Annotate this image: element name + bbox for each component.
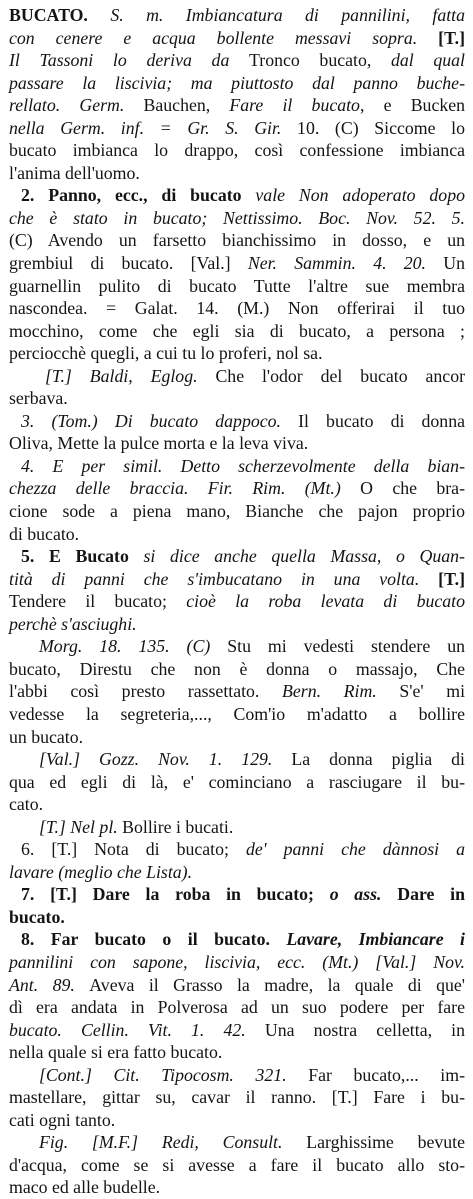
text-line: mastellare, gittar su, cavar il ranno. [T.] Fare i bu- [9,1087,465,1108]
text-line: Tendere il bucato; cioè la roba levata di bucato [9,591,465,612]
text-line: tità di panni che s'imbucatano in una volta. [T.] [9,568,465,589]
text-line: [T.] Baldi, Eglog. Che l'odor del bucato ancor [45,365,465,386]
text-line: rellato. Germ. Bauchen, Fare il bucato, e Bucken [9,95,466,116]
text-line: guarnellin pulito di bucato Tutte l'altre sue membra [9,275,465,296]
text-line: Ant. 89. Aveva il Grasso la madre, la quale di que' [9,974,465,995]
text-line: Oliva, Mette la pulce morta e la leva viva. [9,433,309,454]
text-line: bucato. [9,906,65,927]
text-line: maco ed alle budelle. [9,1177,161,1198]
text-line: [T.] Nel pl. Bollire i bucati. [39,816,234,837]
text-line: nella Germ. inf. = Gr. S. Gir. 10. (C) Siccome lo [9,117,465,138]
text-line: perciocchè quegli, a cui tu lo proferi, nol sa. [9,343,323,364]
text-line: qua ed egli di là, e' cominciano a rasciugare il bu- [9,771,465,792]
text-line: 7. [T.] Dare la roba in bucato; o ass. Dare in [21,884,465,905]
text-line: Fig. [M.F.] Redi, Consult. Larghissime bevute [39,1132,466,1153]
text-line: bucato. Cellin. Vit. 1. 42. Una nostra celletta, in [9,1019,465,1040]
text-line: lavare (meglio che Lista). [9,861,193,882]
text-line: [Cont.] Cit. Tipocosm. 321. Far bucato,... im- [39,1064,465,1085]
text-line: dì era andata in Polverosa ad un suo podere per fare [9,997,465,1018]
text-line: di bucato. [9,523,80,544]
text-line: serbava. [9,388,68,409]
text-line: che è stato in bucato; Nettissimo. Boc. Nov. 52. 5. [9,207,465,228]
text-line: chezza delle braccia. Fir. Rim. (Mt.) O che bra- [9,478,465,499]
text-line: 4. E per simil. Detto scherzevolmente della bian- [21,455,465,476]
text-line: mocchino, come che egli sia di bucato, a persona ; [9,320,465,341]
headword: BUCATO. [9,5,111,25]
text-line: vedesse la segreteria,..., Com'io m'adatto a bollire [9,703,465,724]
text-line: l'anima dell'uomo. [9,162,140,183]
text-line: un bucato. [9,726,84,747]
text-line: 5. E Bucato si dice anche quella Massa, o Quan- [21,546,465,567]
text-line: con cenere e acqua bollente messavi sopra. [T.] [9,27,465,48]
text-line: nascondea. = Galat. 14. (M.) Non offerirai il tuo [9,298,465,319]
text-line: passare la liscivia; ma piuttosto dal panno buche- [9,72,465,93]
text-line: [Val.] Gozz. Nov. 1. 129. La donna piglia di [39,749,465,770]
text-line: Il Tassoni lo deriva da Tronco bucato, dal qual [9,50,465,71]
text-line: bucato, Direstu che non è donna o massajo, Che [9,658,465,679]
text-line: BUCATO. S. m. Imbiancatura di pannilini, fatta [9,5,465,25]
text-line: pannilini con sapone, liscivia, ecc. (Mt.) [Val.] Nov. [9,951,465,972]
text-line: cato. [9,794,44,815]
text-line: bucato imbianca lo drappo, così confessione imbianca [9,140,465,161]
text-line: nella quale si era fatto bucato. [9,1042,223,1063]
text-line: cati ogni tanto. [9,1109,116,1130]
text-line: 8. Far bucato o il bucato. Lavare, Imbiancare i [21,929,465,950]
text-line: 3. (Tom.) Di bucato dappoco. Il bucato di donna [21,410,465,431]
text-line: l'abbi così presto rassettato. Bern. Rim. S'e' mi [9,681,466,702]
text-line: 6. [T.] Nota di bucato; de' panni che dànnosi a [21,839,466,860]
text-line: d'acqua, come se si avesse a fare il bucato allo sto- [9,1154,465,1175]
text-line: 2. Panno, ecc., di bucato vale Non adoperato dopo [21,185,465,206]
text-line: perchè s'asciughi. [9,613,137,634]
text-line: cione sode a piena mano, Bianche che pajon proprio [9,501,465,522]
text-line: (C) Avendo un farsetto bianchissimo in dosso, e un [9,230,465,251]
text-line: Morg. 18. 135. (C) Stu mi vedesti stendere un [39,636,465,657]
text-line: grembiul di bucato. [Val.] Ner. Sammin. 4. 20. Un [9,253,465,274]
